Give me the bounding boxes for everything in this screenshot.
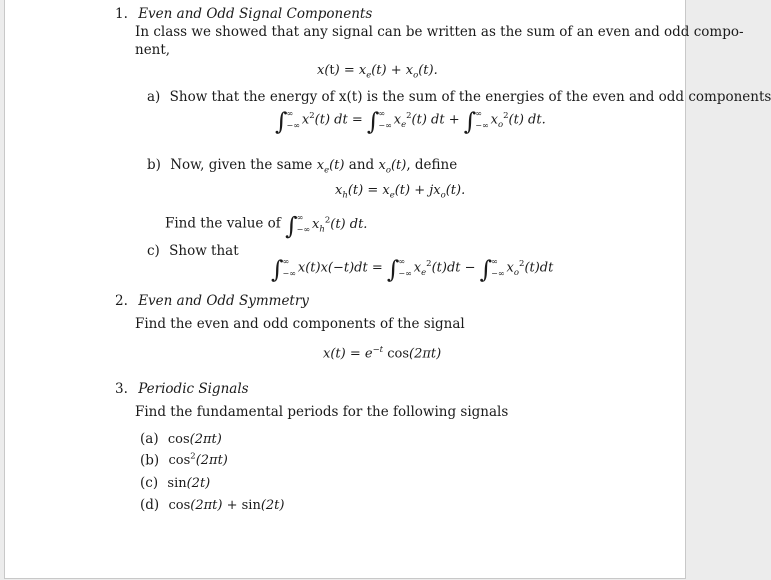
find-value-line — [165, 212, 367, 238]
part-b-text: Now, given the same — [170, 157, 313, 173]
problem-3-item-c — [140, 475, 210, 491]
part-c-label: c) — [147, 243, 160, 259]
equation-part-c: ∫ ∞ −∞ x(t)x(−t)dt = ∫ ∞ −∞ $x_e^2(t)dt$ − ∫ ∞ −∞ $x_o^2(t)dt$ — [271, 255, 554, 284]
item-b-signal: $\cos^2(2\pi t)$ — [168, 452, 228, 469]
item-a-signal: cos(2πt) — [167, 432, 222, 447]
problem-1-number: 1. — [115, 6, 128, 22]
problem-3-item-d — [140, 497, 284, 513]
problem-1-title: Even and Odd Signal Components — [138, 6, 373, 22]
homework-page — [4, 0, 771, 579]
problem-1-intro-line1: In class we showed that any signal can be written as the sum of an even and odd compo- — [135, 24, 744, 40]
equation-energy: ∫ ∞ −∞ $x^2(t)$ dt = ∫ ∞ −∞ $x_e^2(t)$ dt + ∫ ∞ −∞ $x_o^2(t)$ dt. — [275, 107, 546, 136]
problem-3-number: 3. — [115, 381, 128, 397]
part-b: b) Now, given the same $x_e(t)$ and $x_o(t)$, define — [147, 157, 458, 176]
item-c-signal: sin(2t) — [167, 476, 211, 491]
problem-1-heading — [115, 6, 372, 22]
problem-3-text: Find the fundamental periods for the following signals — [135, 404, 509, 420]
part-c — [147, 243, 239, 259]
problem-3-item-b — [140, 452, 228, 468]
equation-xh: $x_h(t) = x_e(t) + jx_o(t)$. — [335, 183, 466, 201]
equation-signal: $x(t) = e^{-t}$ cos(2πt) — [323, 345, 442, 362]
equation-xh-energy: ∫ ∞ −∞ $x_h^2(t)$ dt. — [285, 211, 368, 240]
part-b-label: b) — [147, 157, 161, 173]
part-b-define: define — [414, 157, 458, 173]
item-d-signal: cos(2πt) + sin(2t) — [168, 498, 285, 513]
problem-3-title: Periodic Signals — [138, 381, 249, 397]
part-b-xe: $x_e(t)$ — [316, 158, 345, 176]
part-b-xo: $x_o(t)$ — [378, 158, 407, 176]
problem-2-heading — [115, 293, 309, 309]
equation-decomposition: $x(t) = x_e(t) + x_o(t)$. — [317, 63, 438, 81]
item-b-label: (b) — [140, 452, 160, 469]
problem-2-text: Find the even and odd components of the signal — [135, 316, 465, 332]
item-a-label: (a) — [140, 431, 159, 447]
item-c-label: (c) — [140, 475, 159, 491]
problem-1-intro-line2: nent, — [135, 42, 171, 58]
problem-3-heading — [115, 381, 249, 397]
part-a — [147, 89, 771, 105]
item-d-label: (d) — [140, 497, 160, 513]
part-a-text: Show that the energy of x(t) is the sum of the energies of the even and odd components — [169, 89, 771, 105]
problem-2-number: 2. — [115, 293, 128, 309]
find-value-text: Find the value of — [165, 215, 281, 232]
part-b-and: and — [348, 157, 375, 173]
problem-3-item-a — [140, 431, 222, 447]
problem-2-title: Even and Odd Symmetry — [138, 293, 309, 309]
part-c-text: Show that — [169, 243, 239, 259]
part-a-label: a) — [147, 89, 161, 105]
